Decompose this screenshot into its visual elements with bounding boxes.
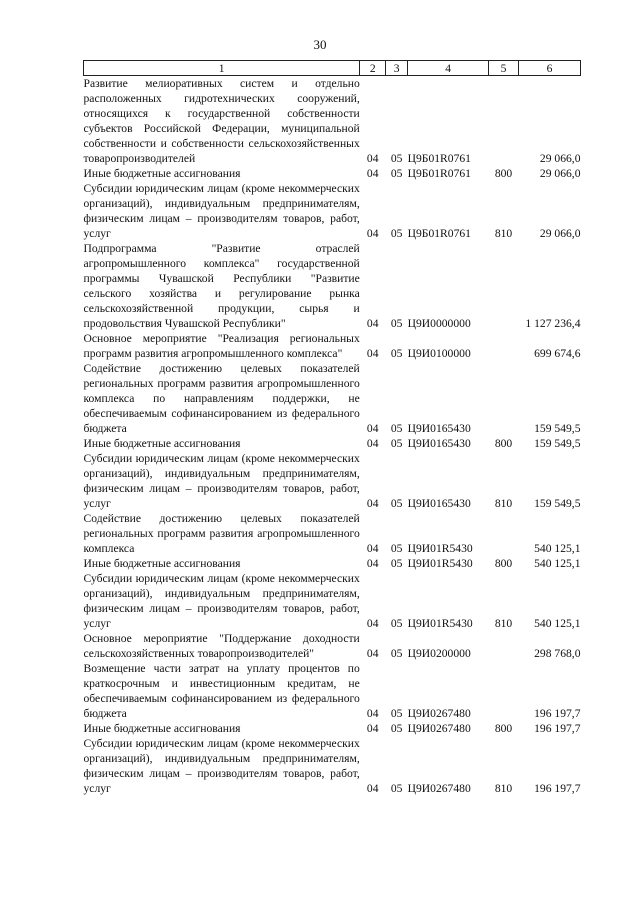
row-subsection-cell: 05 xyxy=(390,707,403,720)
row-target-article-cell: Ц9Б01R0761 xyxy=(407,227,471,240)
row-name-cell: Возмещение части затрат на уплату процентов по краткосрочным и инвестиционным кредитам, не обеспечиваемым софинансированием из федерального бюджета xyxy=(83,662,360,720)
row-target-article-cell: Ц9Б01R0761 xyxy=(407,152,471,165)
row-name-cell: Субсидии юридическим лицам (кроме некоммерческих организаций), индивидуальным предпринимателям, физическим лицам – производителям товаров, работ, услуг xyxy=(83,572,360,630)
row-amount-cell: 159 549,5 xyxy=(534,497,581,510)
table-row xyxy=(84,661,581,721)
header-col-subsection: 3 xyxy=(386,61,408,76)
row-subsection-cell: 05 xyxy=(390,542,403,555)
table-row xyxy=(84,451,581,511)
row-name-cell: Субсидии юридическим лицам (кроме некоммерческих организаций), индивидуальным предпринимателям, физическим лицам – производителям товаров, работ, услуг xyxy=(83,452,360,510)
row-section-cell: 04 xyxy=(366,557,379,570)
row-amount-cell: 196 197,7 xyxy=(534,707,581,720)
row-section-cell: 04 xyxy=(366,617,379,630)
row-subsection-cell: 05 xyxy=(390,782,403,795)
table-row xyxy=(84,331,581,361)
row-section-cell: 04 xyxy=(366,167,379,180)
row-target-article-cell: Ц9И0000000 xyxy=(407,317,471,330)
row-section-cell: 04 xyxy=(366,437,379,450)
row-amount-cell: 196 197,7 xyxy=(534,722,581,735)
row-amount-cell: 196 197,7 xyxy=(534,782,581,795)
row-name-cell: Подпрограмма "Развитие отраслей агропромышленного комплекса" государственной программы Чувашской Республики "Развитие сельского хозяйства и регулирование рынка сельскохозяйственной продукции, сырья и продовольствия Чувашской Республики" xyxy=(83,242,360,330)
table-row xyxy=(84,241,581,331)
row-name-cell: Иные бюджетные ассигнования xyxy=(83,437,241,450)
row-target-article-cell: Ц9И0267480 xyxy=(407,722,471,735)
header-col-amount: 6 xyxy=(518,61,580,76)
row-subsection-cell: 05 xyxy=(390,722,403,735)
table-header xyxy=(84,61,581,76)
row-target-article-cell: Ц9И0100000 xyxy=(407,347,471,360)
row-amount-cell: 540 125,1 xyxy=(534,617,581,630)
row-amount-cell: 540 125,1 xyxy=(534,557,581,570)
row-expense-type-cell xyxy=(489,631,519,661)
row-name-cell: Иные бюджетные ассигнования xyxy=(83,557,241,570)
row-section-cell: 04 xyxy=(366,707,379,720)
row-section-cell: 04 xyxy=(366,227,379,240)
row-target-article-cell: Ц9И0267480 xyxy=(407,782,471,795)
row-target-article-cell: Ц9И01R5430 xyxy=(407,557,473,570)
row-subsection-cell: 05 xyxy=(390,152,403,165)
row-target-article-cell: Ц9Б01R0761 xyxy=(407,167,471,180)
row-amount-cell: 298 768,0 xyxy=(534,647,581,660)
row-subsection-cell: 05 xyxy=(390,647,403,660)
row-expense-type-cell: 810 xyxy=(494,227,513,240)
row-name-cell: Иные бюджетные ассигнования xyxy=(83,722,241,735)
table-row xyxy=(84,571,581,631)
row-target-article-cell: Ц9И01R5430 xyxy=(407,542,473,555)
row-expense-type-cell: 800 xyxy=(494,167,513,180)
row-name-cell: Содействие достижению целевых показателей региональных программ развития агропромышленного комплекса xyxy=(83,512,360,555)
header-row xyxy=(84,61,581,76)
row-subsection-cell: 05 xyxy=(390,497,403,510)
row-name-cell: Основное мероприятие "Реализация региональных программ развития агропромышленного комплекса" xyxy=(83,332,360,360)
table-row xyxy=(84,721,581,736)
row-expense-type-cell xyxy=(489,331,519,361)
row-subsection-cell: 05 xyxy=(390,317,403,330)
row-amount-cell: 29 066,0 xyxy=(539,227,581,240)
table-row xyxy=(84,631,581,661)
row-name-cell: Субсидии юридическим лицам (кроме некоммерческих организаций), индивидуальным предпринимателям, физическим лицам – производителям товаров, работ, услуг xyxy=(83,182,360,240)
row-subsection-cell: 05 xyxy=(390,422,403,435)
header-col-name: 1 xyxy=(84,61,360,76)
table-row xyxy=(84,76,581,167)
row-expense-type-cell xyxy=(489,241,519,331)
row-amount-cell: 699 674,6 xyxy=(534,347,581,360)
row-section-cell: 04 xyxy=(366,422,379,435)
row-expense-type-cell: 800 xyxy=(494,557,513,570)
row-target-article-cell: Ц9И01R5430 xyxy=(407,617,473,630)
row-section-cell: 04 xyxy=(366,542,379,555)
row-name-cell: Развитие мелиоративных систем и отдельно расположенных гидротехнических сооружений, относящихся к государственной собственности субъектов Российской Федерации, муниципальной собственности и собственности сельскохозяйственных товаропроизводителей xyxy=(83,77,360,165)
row-section-cell: 04 xyxy=(366,497,379,510)
row-expense-type-cell xyxy=(489,661,519,721)
row-amount-cell: 29 066,0 xyxy=(539,167,581,180)
row-name-cell: Содействие достижению целевых показателей региональных программ развития агропромышленного комплекса по направлениям поддержки, не обеспечиваемым софинансированием из федерального бюджета xyxy=(83,362,360,435)
row-target-article-cell: Ц9И0200000 xyxy=(407,647,471,660)
row-name-cell: Субсидии юридическим лицам (кроме некоммерческих организаций), индивидуальным предпринимателям, физическим лицам – производителям товаров, работ, услуг xyxy=(83,737,360,795)
row-target-article-cell: Ц9И0165430 xyxy=(407,497,471,510)
row-expense-type-cell: 810 xyxy=(494,497,513,510)
budget-table xyxy=(83,60,581,796)
row-subsection-cell: 05 xyxy=(390,617,403,630)
row-section-cell: 04 xyxy=(366,782,379,795)
table-row xyxy=(84,556,581,571)
header-col-section: 2 xyxy=(360,61,386,76)
row-subsection-cell: 05 xyxy=(390,167,403,180)
row-subsection-cell: 05 xyxy=(390,437,403,450)
row-expense-type-cell: 810 xyxy=(494,617,513,630)
row-section-cell: 04 xyxy=(366,317,379,330)
row-target-article-cell: Ц9И0267480 xyxy=(407,707,471,720)
row-amount-cell: 159 549,5 xyxy=(534,422,581,435)
table-row xyxy=(84,361,581,436)
row-target-article-cell: Ц9И0165430 xyxy=(407,422,471,435)
row-section-cell: 04 xyxy=(366,152,379,165)
row-expense-type-cell: 800 xyxy=(494,722,513,735)
header-col-expense-type: 5 xyxy=(489,61,519,76)
row-amount-cell: 540 125,1 xyxy=(534,542,581,555)
row-expense-type-cell xyxy=(489,76,519,167)
page-number: 30 xyxy=(313,37,327,52)
row-expense-type-cell: 810 xyxy=(494,782,513,795)
header-col-target-article: 4 xyxy=(408,61,489,76)
table-row xyxy=(84,181,581,241)
row-section-cell: 04 xyxy=(366,347,379,360)
table-row xyxy=(84,736,581,796)
row-subsection-cell: 05 xyxy=(390,557,403,570)
row-subsection-cell: 05 xyxy=(390,347,403,360)
table-row xyxy=(84,511,581,556)
row-section-cell: 04 xyxy=(366,647,379,660)
row-amount-cell: 1 127 236,4 xyxy=(525,317,581,330)
row-expense-type-cell xyxy=(489,511,519,556)
table-body xyxy=(84,76,581,797)
row-section-cell: 04 xyxy=(366,722,379,735)
row-amount-cell: 29 066,0 xyxy=(539,152,581,165)
row-target-article-cell: Ц9И0165430 xyxy=(407,437,471,450)
row-expense-type-cell: 800 xyxy=(494,437,513,450)
table-row xyxy=(84,436,581,451)
row-expense-type-cell xyxy=(489,361,519,436)
row-name-cell: Основное мероприятие "Поддержание доходности сельскохозяйственных товаропроизводителей" xyxy=(83,632,360,660)
row-amount-cell: 159 549,5 xyxy=(534,437,581,450)
row-subsection-cell: 05 xyxy=(390,227,403,240)
row-name-cell: Иные бюджетные ассигнования xyxy=(83,167,241,180)
table-row xyxy=(84,166,581,181)
